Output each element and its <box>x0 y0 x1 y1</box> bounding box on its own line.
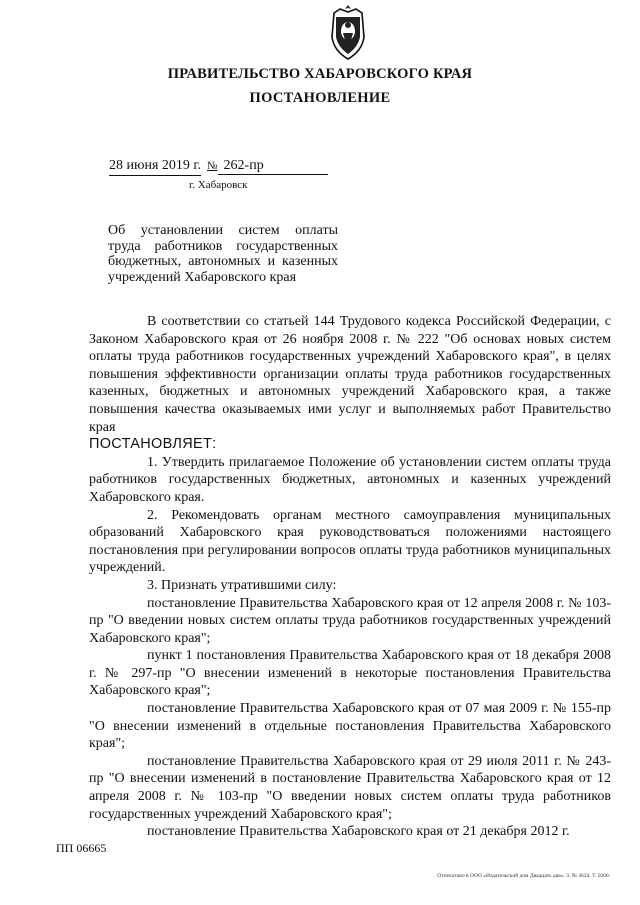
number-sign: № <box>207 160 218 172</box>
document-date: 28 июня 2019 г. <box>109 158 201 176</box>
clause-2: 2. Рекомендовать органам местного самоуправления муниципальных образований Хабаровского края руководствоваться положениями настоящего постановления при регулировании вопросов оплаты труда работников муниципальных учреждений. <box>89 507 611 576</box>
repealed-item: пункт 1 постановления Правительства Хабаровского края от 18 декабря 2008 г. № 297-пр "О внесении изменений в некоторые постановления Правительства Хабаровского края"; <box>89 648 611 699</box>
document-code: ПП 06665 <box>56 841 107 855</box>
document-title: Об установлении систем оплаты труда работников государственных бюджетных, автономных и казенных учреждений Хабаровского края <box>108 223 338 285</box>
document-city: г. Хабаровск <box>189 179 248 191</box>
clause-3: 3. Признать утратившими силу: <box>147 577 337 593</box>
clause-1: 1. Утвердить прилагаемое Положение об установлении систем оплаты труда работников государственных бюджетных, автономных и казенных учреждений Хабаровского края. <box>89 454 611 505</box>
government-title: ПРАВИТЕЛЬСТВО ХАБАРОВСКОГО КРАЯ <box>167 66 473 82</box>
repealed-item: постановление Правительства Хабаровского края от 29 июля 2011 г. № 243-пр "О внесении изменений в постановление Правительства Хабаровского края от 12 апреля 2008 г. № 103-пр "О введении новых систем оплаты труда работников государственных учреждений Хабаровского края"; <box>89 753 611 822</box>
decree-word: ПОСТАНОВЛЯЕТ: <box>89 436 217 453</box>
preamble-paragraph: В соответствии со статьей 144 Трудового кодекса Российской Федерации, с Законом Хабаровского края от 26 ноября 2008 г. № 222 "Об основах новых систем оплаты труда работников государственных учреждений Хабаровского края", в целях повышения эффективности организации оплаты труда работников государственных казенных, бюджетных и автономных учреждений Хабаровского края, а также повышения качества оказываемых ими услуг и выполняемых работ Правительство края <box>89 314 611 435</box>
document-type: ПОСТАНОВЛЕНИЕ <box>249 90 391 106</box>
printer-imprint: Отпечатано в ООО «Издательский дом Двадцать два». З. № 4624. Т. 5000. <box>437 873 610 879</box>
document-number: 262-пр <box>218 158 328 175</box>
repealed-item: постановление Правительства Хабаровского края от 07 мая 2009 г. № 155-пр "О внесении изменений в отдельные постановления Правительства Хабаровского края"; <box>89 701 611 752</box>
document-body <box>89 313 611 841</box>
date-number-line <box>109 158 328 176</box>
coat-of-arms-emblem <box>326 3 370 61</box>
repealed-item: постановление Правительства Хабаровского края от 21 декабря 2012 г. <box>147 824 570 840</box>
repealed-item: постановление Правительства Хабаровского края от 12 апреля 2008 г. № 103-пр "О введении новых систем оплаты труда работников государственных учреждений Хабаровского края"; <box>89 595 611 646</box>
